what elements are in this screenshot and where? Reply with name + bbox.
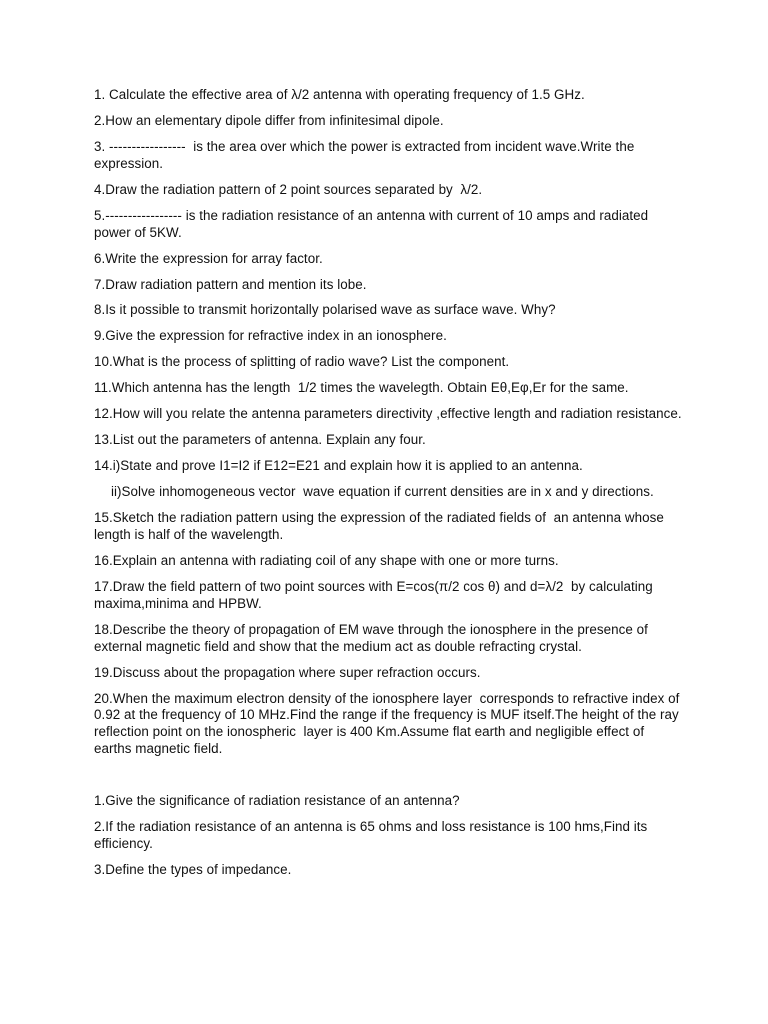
short-question-2: 2.If the radiation resistance of an antenna is 65 ohms and loss resistance is 100 hms,Find its efficiency. bbox=[94, 819, 652, 851]
question-15: 15.Sketch the radiation pattern using the expression of the radiated fields of an antenna whose length is half of the wavelength. bbox=[94, 510, 668, 543]
question-19: 19.Discuss about the propagation where super refraction occurs. bbox=[94, 664, 481, 680]
question-10: 10.What is the process of splitting of radio wave? List the component. bbox=[94, 354, 510, 370]
question-11: 11.Which antenna has the length 1/2 times the wavelegth. Obtain Eθ,Eφ,Er for the same. bbox=[94, 380, 629, 396]
question-list bbox=[94, 87, 684, 888]
question-1: 1. Calculate the effective area of λ/2 antenna with operating frequency of 1.5 GHz. bbox=[94, 87, 585, 102]
question-7: 7.Draw radiation pattern and mention its lobe. bbox=[94, 276, 367, 292]
question-5: 5.----------------- is the radiation resistance of an antenna with current of 10 amps and radiated power of 5KW. bbox=[94, 207, 652, 240]
question-18: 18.Describe the theory of propagation of EM wave through the ionosphere in the presence of external magnetic field and show that the medium act as double refracting crystal. bbox=[94, 621, 652, 654]
question-12: 12.How will you relate the antenna parameters directivity ,effective length and radiation resistance. bbox=[94, 406, 682, 422]
short-question-1: 1.Give the significance of radiation resistance of an antenna? bbox=[94, 793, 460, 809]
question-8: 8.Is it possible to transmit horizontally polarised wave as surface wave. Why? bbox=[94, 302, 556, 318]
question-13: 13.List out the parameters of antenna. Explain any four. bbox=[94, 432, 426, 448]
question-17: 17.Draw the field pattern of two point sources with E=cos(π/2 cos θ) and d=λ/2 by calculating maxima,minima and HPBW. bbox=[94, 579, 657, 611]
question-2: 2.How an elementary dipole differ from infinitesimal dipole. bbox=[94, 112, 444, 128]
section-spacer bbox=[94, 767, 684, 793]
question-20: 20.When the maximum electron density of the ionosphere layer corresponds to refractive index of 0.92 at the frequency of 10 MHz.Find the range if the frequency is MUF itself.The height of the ray reflection point on the ionospheric layer is 400 Km.Assume flat earth and negligible effect of earths magnetic field. bbox=[94, 690, 684, 757]
short-question-3: 3.Define the types of impedance. bbox=[94, 861, 292, 877]
question-14-part-ii: ii)Solve inhomogeneous vector wave equation if current densities are in x and y directions. bbox=[111, 484, 654, 500]
question-9: 9.Give the expression for refractive index in an ionosphere. bbox=[94, 328, 447, 344]
question-4: 4.Draw the radiation pattern of 2 point sources separated by λ/2. bbox=[94, 181, 483, 197]
question-14-part-i: 14.i)State and prove I1=I2 if E12=E21 and explain how it is applied to an antenna. bbox=[94, 458, 583, 474]
question-3: 3. ----------------- is the area over which the power is extracted from incident wave.Write the expression. bbox=[94, 138, 639, 171]
question-16: 16.Explain an antenna with radiating coil of any shape with one or more turns. bbox=[94, 553, 559, 569]
question-6: 6.Write the expression for array factor. bbox=[94, 250, 323, 266]
